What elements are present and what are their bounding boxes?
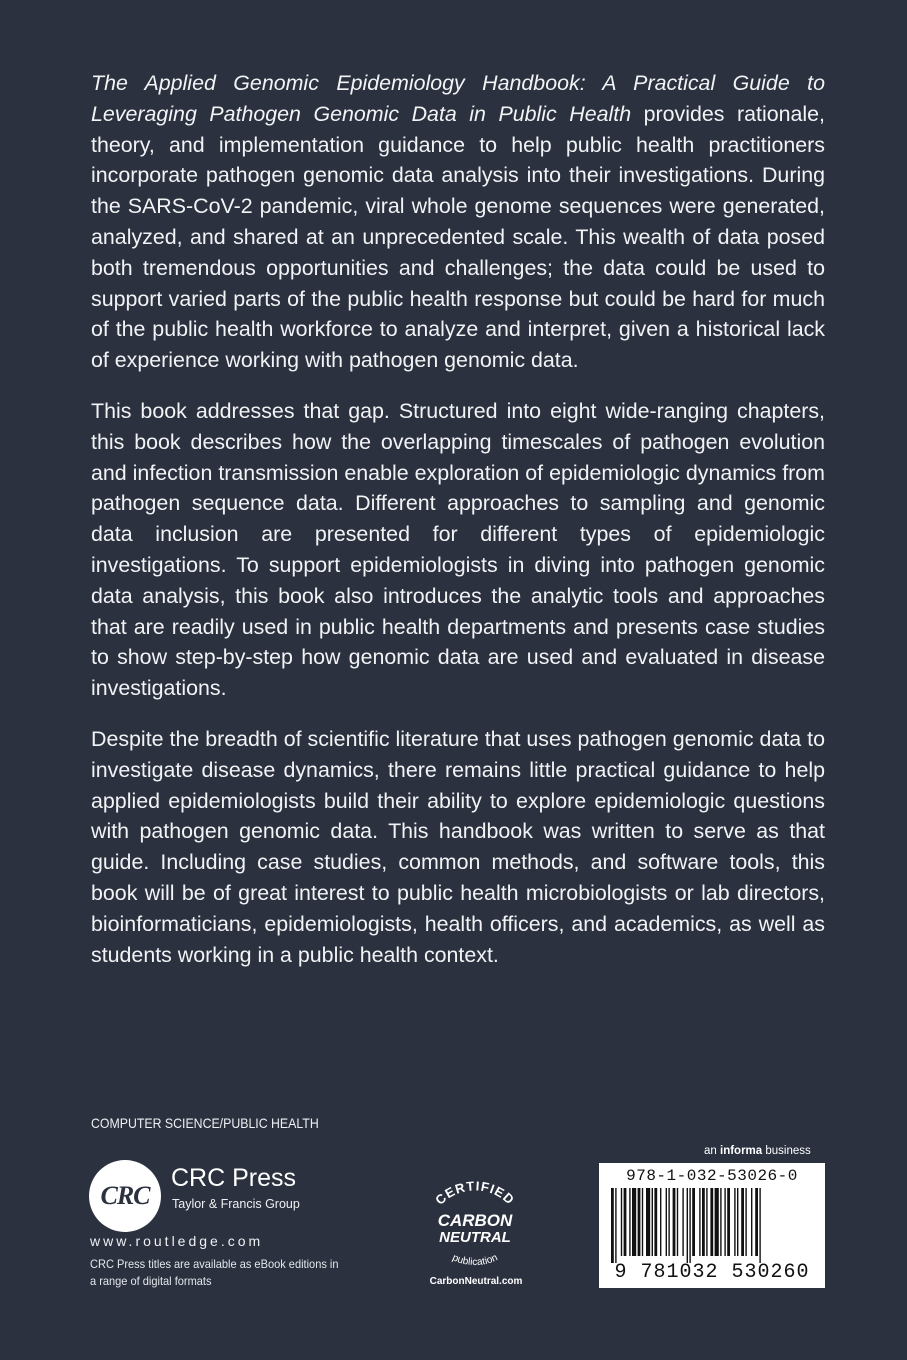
barcode-bar bbox=[737, 1188, 738, 1256]
barcode-bar bbox=[755, 1188, 758, 1256]
barcode-bar bbox=[682, 1188, 683, 1256]
carbon-neutral-badge-icon bbox=[410, 1176, 540, 1284]
barcode-bar bbox=[741, 1188, 744, 1256]
publisher-group: Taylor & Francis Group bbox=[172, 1197, 300, 1211]
svg-text:CERTIFIED bbox=[432, 1178, 518, 1207]
barcode-bar bbox=[751, 1188, 752, 1256]
subject-category: COMPUTER SCIENCE/PUBLIC HEALTH bbox=[91, 1115, 319, 1131]
barcode-bar bbox=[706, 1188, 707, 1256]
book-title: The Applied Genomic Epidemiology Handbook: A Practical Guide to Leveraging Pathogen Genomic Data in Public Health bbox=[91, 71, 825, 126]
barcode-bar bbox=[652, 1188, 653, 1256]
barcode-bar bbox=[611, 1188, 614, 1263]
ebook-note: CRC Press titles are available as eBook editions in a range of digital formats bbox=[90, 1257, 339, 1288]
barcode-bar bbox=[687, 1188, 688, 1263]
informa-suffix: business bbox=[762, 1145, 811, 1157]
barcode-bar bbox=[654, 1188, 657, 1256]
barcode-bar bbox=[689, 1188, 690, 1263]
crc-logo-icon: CRC bbox=[89, 1160, 161, 1232]
blurb-paragraph-1 bbox=[91, 68, 825, 376]
barcode-bar bbox=[759, 1188, 760, 1263]
informa-tagline bbox=[704, 1145, 811, 1157]
barcode-bar bbox=[629, 1188, 630, 1256]
isbn-text: 978-1-032-53026-0 bbox=[626, 1167, 798, 1185]
barcode-bar bbox=[660, 1188, 661, 1256]
informa-prefix: an bbox=[704, 1145, 720, 1157]
neutral-word: NEUTRAL bbox=[439, 1229, 511, 1246]
barcode-bar bbox=[702, 1188, 705, 1256]
ean-digits: 9 781032 530260 bbox=[614, 1261, 810, 1284]
barcode-bars-icon bbox=[609, 1188, 815, 1263]
carbon-publication-text: publication bbox=[450, 1252, 500, 1269]
barcode-bar bbox=[615, 1188, 616, 1263]
carbon-certified-text: CERTIFIED bbox=[432, 1178, 518, 1208]
barcode-bar bbox=[727, 1188, 730, 1256]
barcode-bar bbox=[692, 1188, 695, 1256]
barcode-bar bbox=[724, 1188, 725, 1256]
informa-brand: informa bbox=[720, 1145, 763, 1157]
back-cover-blurb bbox=[91, 68, 825, 990]
svg-text:publication bbox=[451, 1252, 500, 1268]
barcode-bar bbox=[745, 1188, 746, 1256]
publisher-website[interactable]: www.routledge.com bbox=[90, 1233, 264, 1249]
carbon-word: CARBON bbox=[437, 1211, 513, 1230]
barcode-bar bbox=[715, 1188, 719, 1256]
barcode-bar bbox=[699, 1188, 700, 1256]
barcode-bar bbox=[677, 1188, 678, 1256]
barcode-bar bbox=[624, 1188, 627, 1256]
barcode-bar bbox=[642, 1188, 643, 1256]
barcode-bar bbox=[668, 1188, 669, 1256]
barcode-bar bbox=[720, 1188, 721, 1256]
blurb-paragraph-3: Despite the breadth of scientific literature that uses pathogen genomic data to investigate disease dynamics, there remains little practical guidance to help applied epidemiologists build their ability to explore epidemiologic questions with pathogen genomic data. This handbook was written to serve as that guide. Including case studies, common methods, and software tools, this book will be of great interest to public health microbiologists or lab directors, bioinformaticians, epidemiologists, health officers, and academics, as well as students working in a public health context. bbox=[91, 726, 825, 967]
publisher-name: CRC Press bbox=[171, 1164, 297, 1192]
blurb-paragraph-2: This book addresses that gap. Structured into eight wide-ranging chapters, this book describes how the overlapping timescales of pathogen evolution and infection transmission enable exploration of epidemiologic dynamics from pathogen sequence data. Different approaches to sampling and genomic data inclusion are presented for different types of epidemiologic investigations. To support epidemiologists in diving into pathogen genomic data analysis, this book also introduces the analytic tools and approaches that are readily used in public health departments and presents case studies to show step-by-step how genomic data are used and evaluated in disease investigations. bbox=[91, 398, 825, 701]
barcode-bar bbox=[734, 1188, 735, 1256]
barcode-bar bbox=[673, 1188, 676, 1256]
isbn-barcode bbox=[599, 1163, 825, 1288]
barcode-bar bbox=[621, 1188, 622, 1256]
barcode-bar bbox=[646, 1188, 650, 1256]
barcode-bar bbox=[710, 1188, 713, 1256]
barcode-bar bbox=[632, 1188, 636, 1256]
carbon-neutral-site: CarbonNeutral.com bbox=[429, 1276, 523, 1287]
blurb-paragraph-1-text: provides rationale, theory, and implementation guidance to help public health practitioners incorporate pathogen genomic data analysis into their investigations. During the SARS-CoV-2 pandemic, viral whole genome sequences were generated, analyzed, and shared at an unprecedented scale. This wealth of data posed both tremendous opportunities and challenges; the data could be used to support varied parts of the public health response but could be hard for much of the public health workforce to analyze and interpret, given a historical lack of experience working with pathogen genomic data. bbox=[91, 101, 825, 373]
barcode-bar bbox=[666, 1188, 667, 1256]
barcode-bar bbox=[638, 1188, 641, 1256]
